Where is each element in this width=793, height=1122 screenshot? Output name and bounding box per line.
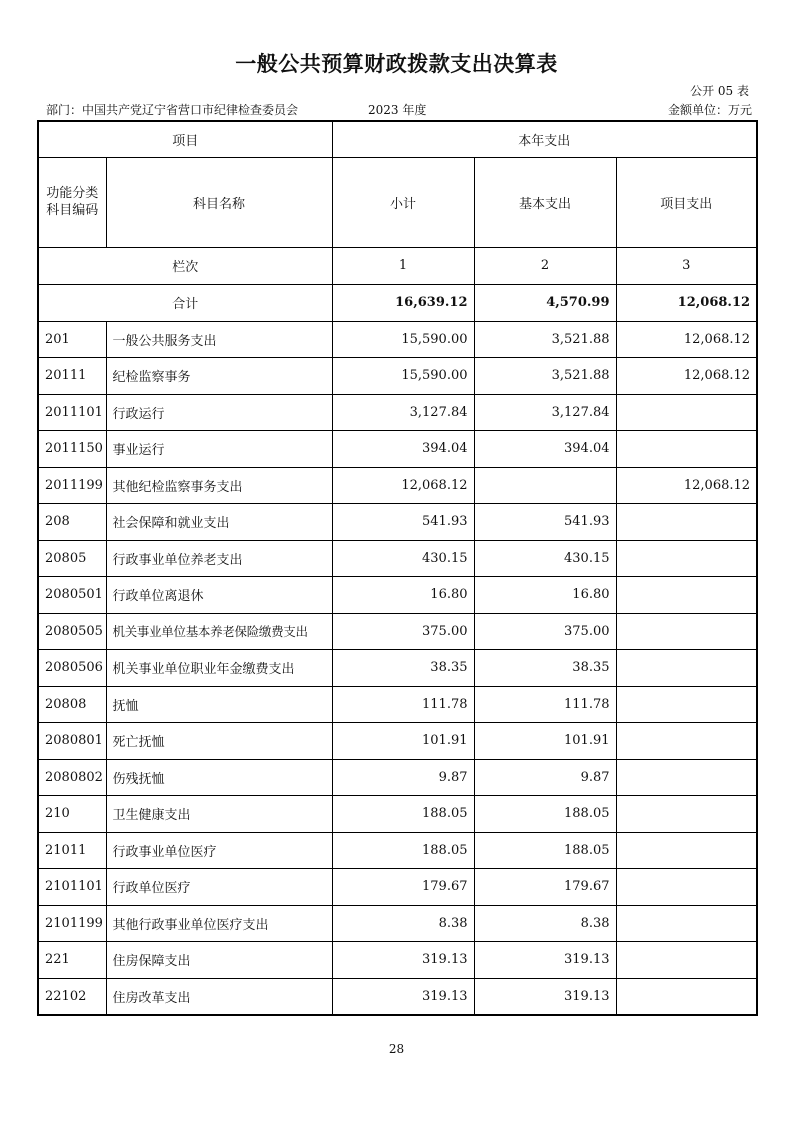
meta-line [46,101,752,117]
table-row [38,431,757,468]
col-index-3: 3 [616,247,757,284]
row-code: 20805 [38,540,106,577]
row-basic: 179.67 [474,869,616,906]
row-basic: 3,127.84 [474,394,616,431]
row-code: 20808 [38,686,106,723]
header-project: 项目 [38,121,332,157]
row-project [616,905,757,942]
table-row [38,942,757,979]
form-number: 公开 05 表 [690,84,749,98]
row-project [616,394,757,431]
row-name: 伤残抚恤 [106,759,332,796]
row-basic: 8.38 [474,905,616,942]
row-project [616,504,757,541]
row-subtotal: 12,068.12 [332,467,474,504]
row-basic: 319.13 [474,942,616,979]
row-code: 2080802 [38,759,106,796]
row-code: 22102 [38,978,106,1015]
header-row-2 [38,157,757,247]
row-project: 12,068.12 [616,467,757,504]
row-code: 20111 [38,358,106,395]
row-code: 221 [38,942,106,979]
row-subtotal: 111.78 [332,686,474,723]
row-subtotal: 430.15 [332,540,474,577]
header-project-exp: 项目支出 [616,157,757,247]
row-subtotal: 8.38 [332,905,474,942]
row-basic: 541.93 [474,504,616,541]
table-row [38,467,757,504]
row-name: 其他行政事业单位医疗支出 [106,905,332,942]
row-basic: 188.05 [474,796,616,833]
row-subtotal: 394.04 [332,431,474,468]
header-subtotal: 小计 [332,157,474,247]
header-basic: 基本支出 [474,157,616,247]
table-row [38,504,757,541]
row-project [616,577,757,614]
row-subtotal: 3,127.84 [332,394,474,431]
row-project [616,759,757,796]
row-project [616,869,757,906]
row-name: 死亡抚恤 [106,723,332,760]
row-basic [474,467,616,504]
row-code: 2011101 [38,394,106,431]
row-code: 21011 [38,832,106,869]
table-row [38,650,757,687]
row-name: 卫生健康支出 [106,796,332,833]
row-basic: 375.00 [474,613,616,650]
row-code: 208 [38,504,106,541]
table-row [38,759,757,796]
row-subtotal: 16.80 [332,577,474,614]
row-code: 2101199 [38,905,106,942]
row-code: 2080506 [38,650,106,687]
page-number: 28 [388,1042,405,1056]
row-name: 纪检监察事务 [106,358,332,395]
row-subtotal: 101.91 [332,723,474,760]
row-subtotal: 38.35 [332,650,474,687]
row-basic: 3,521.88 [474,358,616,395]
header-subject-name: 科目名称 [106,157,332,247]
row-subtotal: 188.05 [332,832,474,869]
row-project [616,978,757,1015]
row-basic: 319.13 [474,978,616,1015]
row-name: 社会保障和就业支出 [106,504,332,541]
row-code: 210 [38,796,106,833]
row-project [616,540,757,577]
total-label: 合计 [38,284,332,321]
table-row [38,723,757,760]
row-project [616,686,757,723]
row-basic: 188.05 [474,832,616,869]
row-project [616,650,757,687]
row-name: 行政事业单位医疗 [106,832,332,869]
table-row [38,978,757,1015]
row-subtotal: 9.87 [332,759,474,796]
table-row [38,869,757,906]
row-name: 行政运行 [106,394,332,431]
row-basic: 3,521.88 [474,321,616,358]
header-func-code [38,157,106,247]
col-index-1: 1 [332,247,474,284]
row-project [616,613,757,650]
total-project: 12,068.12 [616,284,757,321]
header-this-year: 本年支出 [332,121,757,157]
row-basic: 38.35 [474,650,616,687]
unit-label: 金额单位：万元 [667,103,752,117]
row-basic: 16.80 [474,577,616,614]
row-name: 机关事业单位职业年金缴费支出 [106,650,332,687]
row-basic: 9.87 [474,759,616,796]
row-subtotal: 15,590.00 [332,321,474,358]
page-title: 一般公共预算财政拨款支出决算表 [235,52,558,76]
row-code: 201 [38,321,106,358]
row-label: 栏次 [38,247,332,284]
row-code: 2080801 [38,723,106,760]
row-project [616,431,757,468]
table-row [38,577,757,614]
row-project [616,942,757,979]
row-project [616,796,757,833]
row-subtotal: 319.13 [332,978,474,1015]
row-name: 行政事业单位养老支出 [106,540,332,577]
row-name: 行政单位医疗 [106,869,332,906]
expenditure-table [37,120,758,1016]
row-code: 2080501 [38,577,106,614]
row-code: 2011150 [38,431,106,468]
table-row [38,394,757,431]
row-subtotal: 319.13 [332,942,474,979]
table-row [38,540,757,577]
row-subtotal: 15,590.00 [332,358,474,395]
table-row [38,686,757,723]
row-name: 住房保障支出 [106,942,332,979]
row-code: 2011199 [38,467,106,504]
table-row [38,358,757,395]
row-project: 12,068.12 [616,358,757,395]
row-basic: 430.15 [474,540,616,577]
header-func-code-text: 功能分类 科目编码 [46,186,99,218]
row-subtotal: 375.00 [332,613,474,650]
row-project [616,832,757,869]
department-label: 部门：中国共产党辽宁省营口市纪律检查委员会 [46,103,299,117]
total-subtotal: 16,639.12 [332,284,474,321]
row-project [616,723,757,760]
table-row [38,796,757,833]
total-row [38,284,757,321]
row-subtotal: 179.67 [332,869,474,906]
row-name: 行政单位离退休 [106,577,332,614]
column-index-row [38,247,757,284]
row-name: 其他纪检监察事务支出 [106,467,332,504]
table-row [38,905,757,942]
row-name: 一般公共服务支出 [106,321,332,358]
row-basic: 111.78 [474,686,616,723]
row-subtotal: 541.93 [332,504,474,541]
table-row [38,321,757,358]
row-project: 12,068.12 [616,321,757,358]
table-row [38,832,757,869]
row-name: 抚恤 [106,686,332,723]
total-basic: 4,570.99 [474,284,616,321]
row-name: 机关事业单位基本养老保险缴费支出 [106,613,332,650]
col-index-2: 2 [474,247,616,284]
row-name: 事业运行 [106,431,332,468]
row-code: 2101101 [38,869,106,906]
header-row-1 [38,121,757,157]
row-code: 2080505 [38,613,106,650]
row-basic: 394.04 [474,431,616,468]
row-name: 住房改革支出 [106,978,332,1015]
row-subtotal: 188.05 [332,796,474,833]
table-row [38,613,757,650]
row-basic: 101.91 [474,723,616,760]
year-label: 2023 年度 [368,103,427,117]
